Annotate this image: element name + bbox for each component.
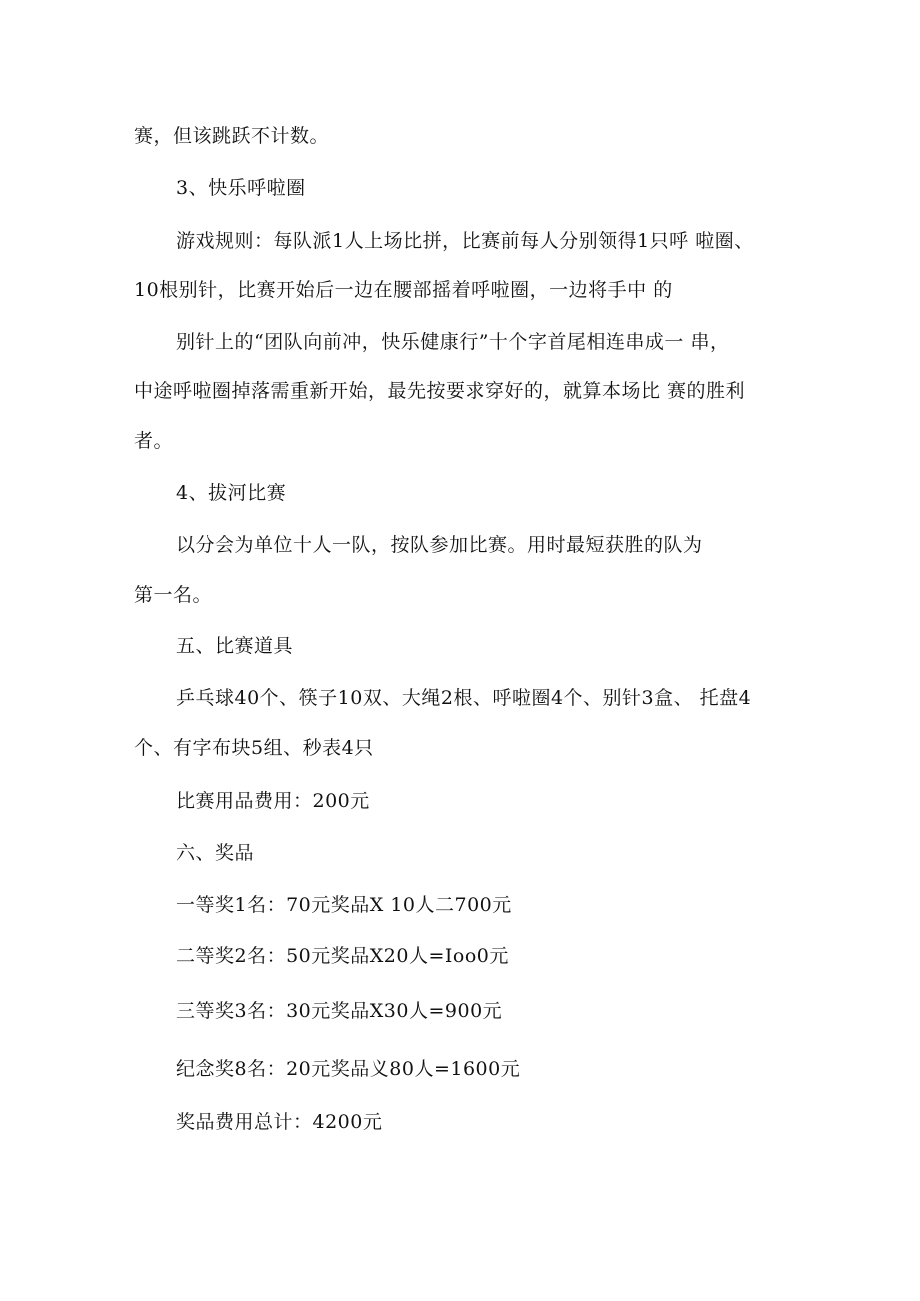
prize-line: 三等奖3名：30元奖品X30人=900元 bbox=[176, 1000, 503, 1022]
paragraph-line: 10根别针，比赛开始后一边在腰部摇着呼啦圈，一边将手中 的 bbox=[134, 279, 673, 301]
prize-line: 一等奖1名：70元奖品X 10人二700元 bbox=[176, 894, 512, 916]
paragraph-line: 游戏规则：每队派1人上场比拼，比赛前每人分别领得1只呼 啦圈、 bbox=[176, 230, 754, 252]
section-heading: 3、快乐呼啦圈 bbox=[176, 177, 306, 199]
paragraph-line: 以分会为单位十人一队，按队参加比赛。用时最短获胜的队为 bbox=[176, 534, 703, 556]
prize-line: 纪念奖8名：20元奖品义80人=1600元 bbox=[176, 1058, 521, 1080]
paragraph-line: 个、有字布块5组、秒表4只 bbox=[134, 737, 374, 759]
paragraph-line: 乒乓球40个、筷子10双、大绳2根、呼啦圈4个、别针3盒、 托盘4 bbox=[176, 687, 752, 709]
paragraph-line: 中途呼啦圈掉落需重新开始，最先按要求穿好的，就算本场比 赛的胜利 bbox=[134, 380, 746, 402]
paragraph-line: 第一名。 bbox=[134, 584, 213, 606]
paragraph-line: 比赛用品费用：200元 bbox=[176, 790, 370, 812]
section-heading: 六、奖品 bbox=[176, 842, 255, 864]
paragraph-line: 别针上的“团队向前冲，快乐健康行”十个字首尾相连串成一 串， bbox=[176, 331, 730, 353]
total-line: 奖品费用总计：4200元 bbox=[176, 1111, 383, 1133]
section-heading: 4、拔河比赛 bbox=[176, 482, 287, 504]
paragraph-line: 赛，但该跳跃不计数。 bbox=[134, 125, 330, 147]
paragraph-line: 者。 bbox=[134, 430, 174, 452]
section-heading: 五、比赛道具 bbox=[176, 635, 294, 657]
prize-line: 二等奖2名：50元奖品X20人=Ioo0元 bbox=[176, 945, 509, 967]
